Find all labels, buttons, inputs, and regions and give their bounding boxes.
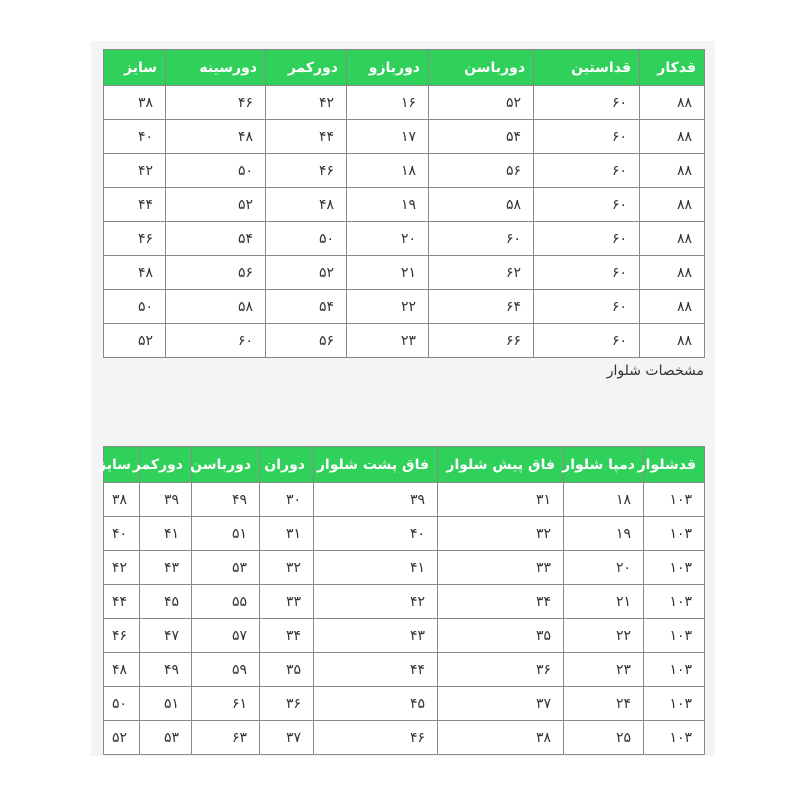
table-cell: ۱۰۳ (644, 721, 705, 755)
table-cell: ۴۰ (104, 517, 140, 551)
table-cell: ۴۱ (140, 517, 192, 551)
table-row (104, 222, 705, 256)
section-caption: مشخصات شلوار (606, 363, 704, 379)
table-cell: ۱۰۳ (644, 551, 705, 585)
table-cell: ۳۸ (104, 86, 166, 120)
table-cell: ۴۲ (266, 86, 347, 120)
table-cell: ۶۲ (429, 256, 534, 290)
table-cell: ۲۰ (564, 551, 644, 585)
table-cell: ۵۶ (266, 324, 347, 358)
table-cell: ۴۰ (314, 517, 438, 551)
table-cell: ۳۵ (260, 653, 314, 687)
table-cell: ۸۸ (640, 120, 705, 154)
table-cell: ۵۱ (140, 687, 192, 721)
table-cell: ۳۶ (438, 653, 564, 687)
header-cell: دورکمر (140, 447, 192, 483)
table-cell: ۴۵ (314, 687, 438, 721)
header-cell: دورباسن (192, 447, 260, 483)
table-cell: ۴۹ (140, 653, 192, 687)
table-cell: ۵۲ (166, 188, 266, 222)
table-cell: ۱۰۳ (644, 585, 705, 619)
table-cell: ۸۸ (640, 154, 705, 188)
table-cell: ۵۷ (192, 619, 260, 653)
table-cell: ۴۴ (314, 653, 438, 687)
table-row (104, 324, 705, 358)
table-cell: ۴۸ (166, 120, 266, 154)
header-cell: فاق پشت شلوار (314, 447, 438, 483)
table-cell: ۱۹ (564, 517, 644, 551)
table-row (104, 551, 705, 585)
table-row (104, 619, 705, 653)
table-cell: ۶۴ (429, 290, 534, 324)
header-cell: دورباسن (429, 50, 534, 86)
table-cell: ۲۳ (347, 324, 429, 358)
table-row (104, 154, 705, 188)
table-cell: ۲۴ (564, 687, 644, 721)
table-cell: ۵۰ (166, 154, 266, 188)
header-cell: سایز (104, 447, 140, 483)
table-cell: ۶۰ (534, 188, 640, 222)
table-cell: ۳۸ (438, 721, 564, 755)
table-cell: ۶۱ (192, 687, 260, 721)
header-cell: قدکار (640, 50, 705, 86)
table-cell: ۴۶ (314, 721, 438, 755)
table-cell: ۳۳ (260, 585, 314, 619)
table-cell: ۴۶ (104, 619, 140, 653)
table-cell: ۸۸ (640, 188, 705, 222)
table-cell: ۲۳ (564, 653, 644, 687)
table-cell: ۳۷ (260, 721, 314, 755)
table-cell: ۴۴ (104, 188, 166, 222)
table-cell: ۵۲ (104, 721, 140, 755)
table-row (104, 585, 705, 619)
table-cell: ۴۳ (314, 619, 438, 653)
table-cell: ۶۰ (534, 154, 640, 188)
table-cell: ۶۶ (429, 324, 534, 358)
table-cell: ۴۷ (140, 619, 192, 653)
table-cell: ۱۰۳ (644, 687, 705, 721)
table-cell: ۲۲ (564, 619, 644, 653)
table-cell: ۱۰۳ (644, 483, 705, 517)
table-cell: ۳۲ (260, 551, 314, 585)
size-table-bottom (98, 446, 705, 755)
table-cell: ۸۸ (640, 86, 705, 120)
table-cell: ۲۵ (564, 721, 644, 755)
table-cell: ۵۲ (266, 256, 347, 290)
table-cell: ۳۶ (260, 687, 314, 721)
table-cell: ۵۱ (192, 517, 260, 551)
table-cell: ۵۵ (192, 585, 260, 619)
table-cell: ۴۲ (104, 551, 140, 585)
table-cell: ۳۴ (438, 585, 564, 619)
table-cell: ۱۶ (347, 86, 429, 120)
table-cell: ۳۱ (438, 483, 564, 517)
header-cell: سایز (104, 50, 166, 86)
table-cell: ۶۰ (534, 120, 640, 154)
table-cell: ۵۴ (429, 120, 534, 154)
table-cell: ۲۱ (347, 256, 429, 290)
table-cell: ۴۶ (266, 154, 347, 188)
header-cell: قداستین (534, 50, 640, 86)
table-cell: ۳۷ (438, 687, 564, 721)
size-table-top (103, 49, 705, 358)
table-cell: ۸۸ (640, 290, 705, 324)
table-cell: ۳۸ (104, 483, 140, 517)
table-cell: ۵۰ (266, 222, 347, 256)
table-cell: ۵۲ (429, 86, 534, 120)
table-row (104, 256, 705, 290)
table-cell: ۵۰ (104, 687, 140, 721)
table-cell: ۵۲ (104, 324, 166, 358)
table-cell: ۶۰ (534, 222, 640, 256)
header-cell: فاق پیش شلوار (438, 447, 564, 483)
table-row (104, 120, 705, 154)
table-cell: ۴۸ (104, 653, 140, 687)
table-body (104, 483, 705, 755)
table-cell: ۵۳ (192, 551, 260, 585)
header-cell: دورسینه (166, 50, 266, 86)
table-row (104, 687, 705, 721)
table-cell: ۵۶ (166, 256, 266, 290)
table-cell: ۵۸ (166, 290, 266, 324)
table-cell: ۶۳ (192, 721, 260, 755)
table-cell: ۱۰۳ (644, 517, 705, 551)
table-cell: ۶۰ (166, 324, 266, 358)
table-row (104, 653, 705, 687)
table-cell: ۴۹ (192, 483, 260, 517)
table-cell: ۵۳ (140, 721, 192, 755)
table-row (104, 721, 705, 755)
table-cell: ۳۹ (314, 483, 438, 517)
table-cell: ۳۵ (438, 619, 564, 653)
table-cell: ۲۰ (347, 222, 429, 256)
table-cell: ۵۶ (429, 154, 534, 188)
table-cell: ۶۰ (429, 222, 534, 256)
table-cell: ۱۸ (347, 154, 429, 188)
table-cell: ۸۸ (640, 324, 705, 358)
table-cell: ۶۰ (534, 290, 640, 324)
table-cell: ۴۵ (140, 585, 192, 619)
table-cell: ۳۴ (260, 619, 314, 653)
header-cell: دوران (260, 447, 314, 483)
table-cell: ۴۳ (140, 551, 192, 585)
table-cell: ۱۷ (347, 120, 429, 154)
table-cell: ۶۰ (534, 324, 640, 358)
table-cell: ۴۸ (266, 188, 347, 222)
table-row (104, 86, 705, 120)
table-cell: ۵۴ (266, 290, 347, 324)
table-cell: ۱۰۳ (644, 619, 705, 653)
table-cell: ۴۶ (104, 222, 166, 256)
table-cell: ۳۹ (140, 483, 192, 517)
table-cell: ۶۰ (534, 86, 640, 120)
table-row (104, 517, 705, 551)
table-cell: ۶۰ (534, 256, 640, 290)
header-cell: دوربازو (347, 50, 429, 86)
table-cell: ۸۸ (640, 222, 705, 256)
table-cell: ۵۴ (166, 222, 266, 256)
table-cell: ۳۳ (438, 551, 564, 585)
table-cell: ۵۸ (429, 188, 534, 222)
table-body (104, 86, 705, 358)
table-row (104, 290, 705, 324)
table-cell: ۴۲ (104, 154, 166, 188)
table-cell: ۱۰۳ (644, 653, 705, 687)
table-cell: ۴۰ (104, 120, 166, 154)
table-cell: ۲۲ (347, 290, 429, 324)
header-cell: قدشلوار (644, 447, 705, 483)
table-cell: ۵۰ (104, 290, 166, 324)
table-cell: ۲۱ (564, 585, 644, 619)
table-cell: ۴۲ (314, 585, 438, 619)
table-cell: ۴۸ (104, 256, 166, 290)
header-cell: دمپا شلوار (564, 447, 644, 483)
table-row (104, 483, 705, 517)
table-cell: ۴۴ (104, 585, 140, 619)
table-row (104, 188, 705, 222)
header-cell: دورکمر (266, 50, 347, 86)
table-cell: ۸۸ (640, 256, 705, 290)
table-cell: ۱۹ (347, 188, 429, 222)
table-cell: ۴۱ (314, 551, 438, 585)
header-row (104, 447, 705, 483)
table-cell: ۳۱ (260, 517, 314, 551)
table-cell: ۱۸ (564, 483, 644, 517)
table-cell: ۳۰ (260, 483, 314, 517)
table-cell: ۳۲ (438, 517, 564, 551)
table-cell: ۴۴ (266, 120, 347, 154)
table-cell: ۴۶ (166, 86, 266, 120)
header-row (104, 50, 705, 86)
table-cell: ۵۹ (192, 653, 260, 687)
